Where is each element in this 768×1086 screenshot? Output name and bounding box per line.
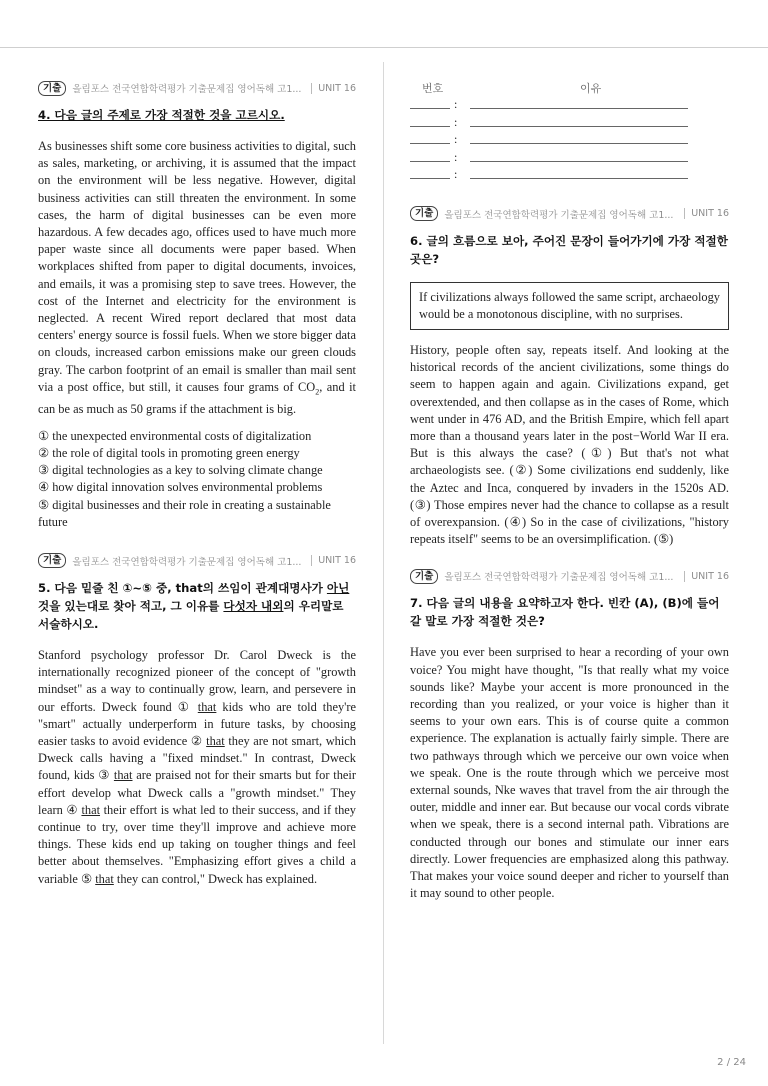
underlined-that-1: that [197,699,217,714]
source-tag [38,80,356,96]
number-blank[interactable] [410,108,450,109]
exam-badge: 기출 [38,81,66,96]
option-4[interactable]: ④ how digital innovation solves environmental problems [38,480,323,495]
source-text: 올림포스 전국연합학력평가 기출문제집 영어독해 고1... [444,572,674,584]
right-column [410,80,729,902]
question-4-passage: As businesses shift some core business activities to digital, such as sales, marketing, or archiving, it is assumed that the impact on the environment will be less negative. However, digital business activities can still threaten the environment. In some cases, the harm of digital businesses can be even more hazardous. A few decades ago, offices used to have much more paper waste since all documents were paper based. When workplaces shifted from paper to digital documents, invoices, and emails, it was a promising step to save trees. However, the cost of the Internet and electricity for the environment is neglected. A recent Wired report declared that most data centers' energy source is fossil fuels. When we store bigger data on clouds, increased carbon emissions make our green clouds gray. The carbon footprint of an email is smaller than mail sent via a post office, but still, it causes four grams of $CO_2$, and it can be as much as 50 grams if the attachment is big. [38,139,356,416]
answer-sheet-header [410,80,729,96]
source-text: 올림포스 전국연합학력평가 기출문제집 영어독해 고1... [72,84,302,95]
top-rule [0,47,768,48]
unit-label: UNIT 16 [684,571,729,582]
question-5-passage: Stanford psychology professor Dr. Carol Dweck is the internationally recognized pioneer of the concept of "growth mindset" as a way to continually grow, learn, and persevere in our efforts. Dweck found ① that kids who are told they're "smart" actually underperform in future tasks, by choosing easier tasks to avoid evidence ② that they are not smart, which Dweck calls having a "fixed mindset." In contrast, Dweck found, kids ③ that are praised not for their smarts but for their effort develop what Dweck calls a "growth mindset." They learn ④ that their effort is what led to their success, and if they continue to try, over time they'll improve and achieve more things. These kids end up taking on tougher things and feel better about themselves. "Emphasizing effort gives a child a variable ⑤ that they can control," Dweck has explained. [38,647,357,886]
exam-badge: 기출 [410,206,438,221]
unit-label: UNIT 16 [311,83,356,94]
number-blank[interactable] [410,161,450,162]
option-2[interactable]: ② the role of digital tools in promoting green energy [38,445,300,460]
reason-blank[interactable] [470,178,688,179]
unit-label: UNIT 16 [684,208,729,219]
source-tag [410,206,729,222]
reason-blank[interactable] [470,108,688,109]
source-text: 올림포스 전국연합학력평가 기출문제집 영어독해 고1... [72,556,302,568]
answer-row: : [410,131,729,149]
unit-label: UNIT 16 [311,555,356,566]
question-7-passage: Have you ever been surprised to hear a recording of your own voice? You might have thought, "Is that really what my voice sounds like? Maybe your accent is more pronounced in the recording than you realized, or your voice is higher than it seems to your own ears. This is of course quite a common experience. The explanation is actually fairly simple. There are two pathways through which we perceive our own voice when we speak. One is the route through which we perceive most external sounds, Nke waves that travel from the air through the outer, middle and inner ear. But because our vocal cords vibrate when we speak, there is a second internal path. Vibrations are conducted through our bones and stimulate our inner ears directly. Lower frequencies are emphasized along this pathway. That makes your voice sound deeper and richer to yourself than it may sound to other people. [410,645,729,901]
question-4-options [38,428,356,531]
option-1[interactable]: ① the unexpected environmental costs of digitalization [38,428,312,443]
question-5-title: 5. 다음 밑줄 친 ①~⑤ 중, that의 쓰임이 관계대명사가 아닌 것을 있는대로 찾아 적고, 그 이유를 다섯자 내외의 우리말로 서술하시오. [38,580,350,631]
column-divider [383,62,384,1044]
reason-blank[interactable] [470,161,688,162]
number-blank[interactable] [410,126,450,127]
exam-badge: 기출 [38,553,66,568]
answer-row: : [410,114,729,132]
question-6-passage: History, people often say, repeats itself. And looking at the historical records of the ancient civilizations, some things do seem to happen again and again. Civilizations expand, get overextended, and then collapse as in the cases of Rome, which went under in 476 AD, and the British Empire, which fell apart more than a thousand years later in the post−World War II era. But is this always the case? (①) But that's not what archaeologists see. (②) Some civilizations end suddenly, like the Aztec and Inca, conquered by invaders in the 1520s AD. (③) Those empires never had the chance to collapse as a result of overexpansion. (④) So in the case of civilizations, "history repeats itself" seems to be an oversimplification. (⑤) [410,342,729,547]
question-6-title: 6. 글의 흐름으로 보아, 주어진 문장이 들어가기에 가장 적절한 곳은? [410,233,728,266]
number-header: 번호 [422,82,444,95]
reason-header: 이유 [580,82,602,95]
answer-sheet [410,96,729,184]
underlined-that-3: that [113,768,133,783]
reason-blank[interactable] [470,143,688,144]
option-5[interactable]: ⑤ digital businesses and their role in creating a sustainable future [38,497,331,529]
number-blank[interactable] [410,178,450,179]
option-3[interactable]: ③ digital technologies as a key to solving climate change [38,463,323,478]
reason-blank[interactable] [470,126,688,127]
number-blank[interactable] [410,143,450,144]
answer-row: : [410,166,729,184]
source-text: 올림포스 전국연합학력평가 기출문제집 영어독해 고1... [444,209,674,221]
left-column [38,80,356,888]
given-sentence-box: If civilizations always followed the same script, archaeology would be a monotonous discipline, with no surprises. [410,282,729,330]
question-4-title: 4. 다음 글의 주제로 가장 적절한 것을 고르시오. [38,108,285,122]
underlined-that-4: that [81,802,101,817]
source-tag [38,553,356,569]
page-number: 2 / 24 [717,1057,746,1068]
underlined-that-2: that [206,733,225,748]
underlined-that-5: that [95,871,114,886]
source-tag [410,568,729,584]
answer-row: : [410,149,729,167]
answer-row: : [410,96,729,114]
exam-badge: 기출 [410,569,438,584]
question-7-title: 7. 다음 글의 내용을 요약하고자 한다. 빈칸 (A), (B)에 들어갈 말로 가장 적절한 것은? [410,596,720,629]
